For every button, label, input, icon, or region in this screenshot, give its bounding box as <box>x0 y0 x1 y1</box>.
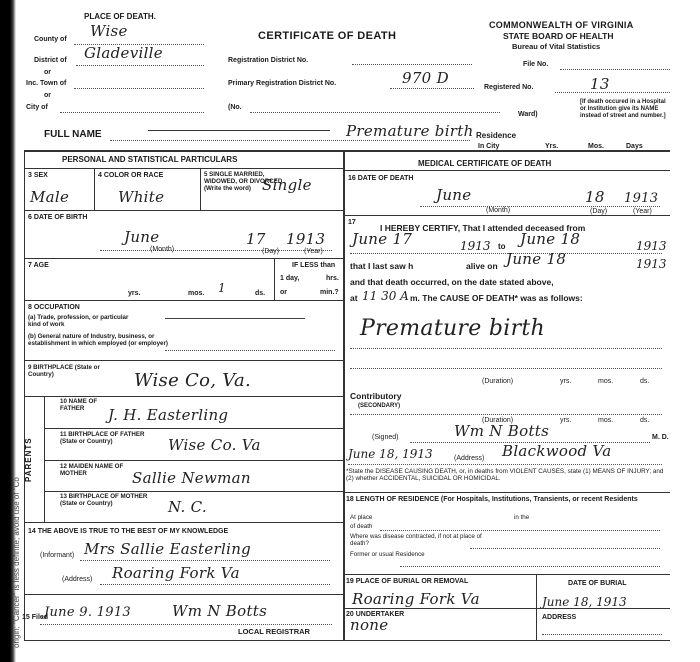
certify-number: 17 <box>348 219 356 226</box>
commonwealth-text: COMMONWEALTH OF VIRGINIA <box>489 20 634 30</box>
occupation-a: (a) Trade, profession, or particular kind of work <box>28 314 129 329</box>
date-of-death-label: 16 DATE OF DEATH <box>348 175 414 182</box>
dod-year: 1913 <box>624 191 659 206</box>
days-label: Days <box>626 143 643 150</box>
yrs-label: Yrs. <box>545 143 559 150</box>
hrs-label: hrs. <box>326 275 339 282</box>
marital-label: 5 SINGLE MARRIED, WIDOWED, OR DIVORCED. (Write the word) <box>204 171 285 193</box>
state-board-text: STATE BOARD OF HEALTH <box>503 31 614 41</box>
parents-label: PARENTS <box>24 437 33 482</box>
duration-ds: ds. <box>640 378 650 385</box>
place-of-death-heading: PLACE OF DEATH. <box>84 12 156 21</box>
primary-registration-value: 970 D <box>402 69 449 87</box>
age-ds: ds. <box>255 290 266 297</box>
duration-label: (Duration) <box>482 378 514 385</box>
dob-day: 17 <box>246 230 266 248</box>
filed-date: June 9. 1913 <box>44 605 132 620</box>
informant-value: Mrs Sallie Easterling <box>84 540 252 558</box>
duration-mos: mos. <box>598 417 614 424</box>
contracted-label: Where was disease contracted, if not at place of death? <box>350 533 482 548</box>
local-registrar-label: LOCAL REGISTRAR <box>238 627 310 636</box>
one-day-label: 1 day, <box>280 275 300 282</box>
father-birthplace-label: 11 BIRTHPLACE OF FATHER (State or Country) <box>60 431 145 446</box>
burial-value: Roaring Fork Va <box>352 590 480 608</box>
footnote: *State the DISEASE CAUSING DEATH, or, in deaths from VIOLENT CAUSES, state (1) MEANS OF INJURY; and (2) whether ACCIDENTAL, SUICIDAL OR HOMICIDAL. <box>346 468 664 483</box>
physician-address-label: (Address) <box>454 455 485 462</box>
color-value: White <box>118 188 165 206</box>
attended-year-2: 1913 <box>636 239 667 253</box>
attended-from: June 17 <box>352 230 413 248</box>
registration-district-label: Registration District No. <box>228 57 309 64</box>
md-label: M. D. <box>652 434 669 441</box>
alive-date: June 18 <box>506 250 567 268</box>
contributory-label: Contributory <box>350 391 402 401</box>
alive-year: 1913 <box>636 257 667 271</box>
certify-text: I HEREBY CERTIFY, That I attended deceased from <box>380 223 586 233</box>
age-yrs: yrs. <box>128 290 141 297</box>
color-label: 4 COLOR OR RACE <box>98 172 164 179</box>
age-mos: mos. <box>188 290 205 297</box>
at-place-label: At place <box>350 514 373 521</box>
attended-year-1: 1913 <box>460 239 491 253</box>
mother-name-value: Sallie Newman <box>132 469 251 487</box>
filed-signature: Wm N Botts <box>172 602 268 620</box>
father-name-label: 10 NAME OF FATHER <box>60 398 98 413</box>
duration-label: (Duration) <box>482 417 514 424</box>
mother-birthplace-label: 13 BIRTHPLACE OF MOTHER (State or Country) <box>60 493 148 508</box>
residence-label: Residence <box>476 131 517 140</box>
year-caption: (Year) <box>304 248 323 255</box>
county-label: County of <box>34 36 67 43</box>
burial-label: 19 PLACE OF BURIAL OR REMOVAL <box>346 578 469 585</box>
in-city-label: In City <box>478 143 500 150</box>
length-of-residence-label: 18 LENGTH OF RESIDENCE (For Hospitals, Institutions, Transients, or recent Residents <box>346 496 638 503</box>
primary-registration-label: Primary Registration District No. <box>228 80 337 87</box>
mos-label: Mos. <box>588 143 604 150</box>
personal-section-title: PERSONAL AND STATISTICAL PARTICULARS <box>62 155 238 164</box>
dob-year: 1913 <box>286 230 326 248</box>
duration-ds: ds. <box>640 417 650 424</box>
dod-month: June <box>436 186 472 204</box>
sex-value: Male <box>30 188 70 206</box>
attended-to: June 18 <box>520 230 581 248</box>
if-less-label: IF LESS than <box>292 262 336 269</box>
occupation-label: 8 OCCUPATION <box>28 304 80 311</box>
duration-mos: mos. <box>598 378 614 385</box>
secondary-label: (SECONDARY) <box>358 403 401 409</box>
district-value: Gladeville <box>84 44 163 62</box>
dob-label: 6 DATE OF BIRTH <box>28 214 88 221</box>
month-caption: (Month) <box>486 207 511 214</box>
county-value: Wise <box>90 22 128 40</box>
month-caption: (Month) <box>150 246 175 253</box>
certificate-title: CERTIFICATE OF DEATH <box>258 30 397 42</box>
duration-yrs: yrs. <box>560 378 572 385</box>
hospital-note: [If death occured in a Hospital or Institution give its NAME instead of street and number.] <box>580 99 666 119</box>
year-caption: (Year) <box>633 208 652 215</box>
min-label: min.? <box>320 289 339 296</box>
physician-address-value: Blackwood Va <box>502 442 612 460</box>
district-label: District of <box>34 57 67 64</box>
bureau-text: Bureau of Vital Statistics <box>512 42 601 51</box>
city-label: City of <box>26 104 48 111</box>
at-label: at <box>350 293 358 303</box>
alive-on-text: alive on <box>466 261 498 271</box>
to-label: to <box>498 242 506 251</box>
dob-month: June <box>124 228 160 246</box>
former-residence-label: Former or usual Residence <box>350 551 425 558</box>
file-no-label: File No. <box>523 61 549 68</box>
signed-label: (Signed) <box>372 434 399 441</box>
medical-section-title: MEDICAL CERTIFICATE OF DEATH <box>418 159 552 168</box>
or-text: or <box>44 92 51 99</box>
sex-label: 3 SEX <box>28 172 48 179</box>
in-the-label: in the <box>514 514 530 521</box>
occupation-b: (b) General nature of Industry, business, or establishment in which employed (or employer) <box>28 333 168 348</box>
time-of-death: 11 30 A <box>362 289 409 303</box>
day-caption: (Day) <box>262 248 280 255</box>
sign-date: June 18, 1913 <box>348 447 433 461</box>
day-caption: (Day) <box>590 208 608 215</box>
father-birthplace-value: Wise Co. Va <box>168 436 261 454</box>
cause-text: m. The CAUSE OF DEATH* was as follows: <box>410 293 583 303</box>
mother-name-label: 12 MAIDEN NAME OF MOTHER <box>60 463 124 478</box>
of-death-label: of death <box>350 523 373 530</box>
marital-value: Single <box>262 176 312 194</box>
no-label: (No. <box>228 104 242 111</box>
informant-label: (Informant) <box>40 552 75 559</box>
registered-no-label: Registered No. <box>484 84 534 91</box>
mother-birthplace-value: N. C. <box>168 498 207 516</box>
inc-town-label: Inc. Town of <box>26 80 67 87</box>
death-occurred-text: and that death occurred, on the date stated above, <box>350 277 554 287</box>
undertaker-address-label: ADDRESS <box>542 614 577 621</box>
informant-address-label: (Address) <box>62 576 93 583</box>
filed-label: 15 Filed <box>22 614 49 621</box>
father-name-value: J. H. Easterling <box>108 406 229 424</box>
ward-label: Ward) <box>518 111 538 118</box>
dod-day: 18 <box>585 188 605 206</box>
full-name-label: FULL NAME <box>44 129 102 140</box>
duration-yrs: yrs. <box>560 417 572 424</box>
signed-value: Wm N Botts <box>454 422 550 440</box>
full-name-value: Premature birth <box>346 122 474 140</box>
or-label: or <box>280 289 287 296</box>
age-label: 7 AGE <box>28 262 49 269</box>
undertaker-value: none <box>350 616 389 634</box>
true-statement: 14 THE ABOVE IS TRUE TO THE BEST OF MY KNOWLEDGE <box>28 528 229 535</box>
date-of-burial-label: DATE OF BURIAL <box>568 580 627 587</box>
last-saw-text: that I last saw h <box>350 261 414 271</box>
or-text: or <box>44 69 51 76</box>
date-of-burial-value: June 18, 1913 <box>542 595 627 609</box>
informant-address-value: Roaring Fork Va <box>112 564 240 582</box>
cause-of-death-value: Premature birth <box>360 316 546 341</box>
undertaker-label: 20 UNDERTAKER <box>346 611 405 618</box>
registered-no-value: 13 <box>590 75 610 93</box>
age-days-value: 1 <box>218 281 226 295</box>
margin-text: origin; "Cancer" is less definite; avoid use of "Co <box>12 477 21 648</box>
birthplace-value: Wise Co, Va. <box>134 370 252 391</box>
birthplace-label: 9 BIRTHPLACE (State or Country) <box>28 364 100 379</box>
